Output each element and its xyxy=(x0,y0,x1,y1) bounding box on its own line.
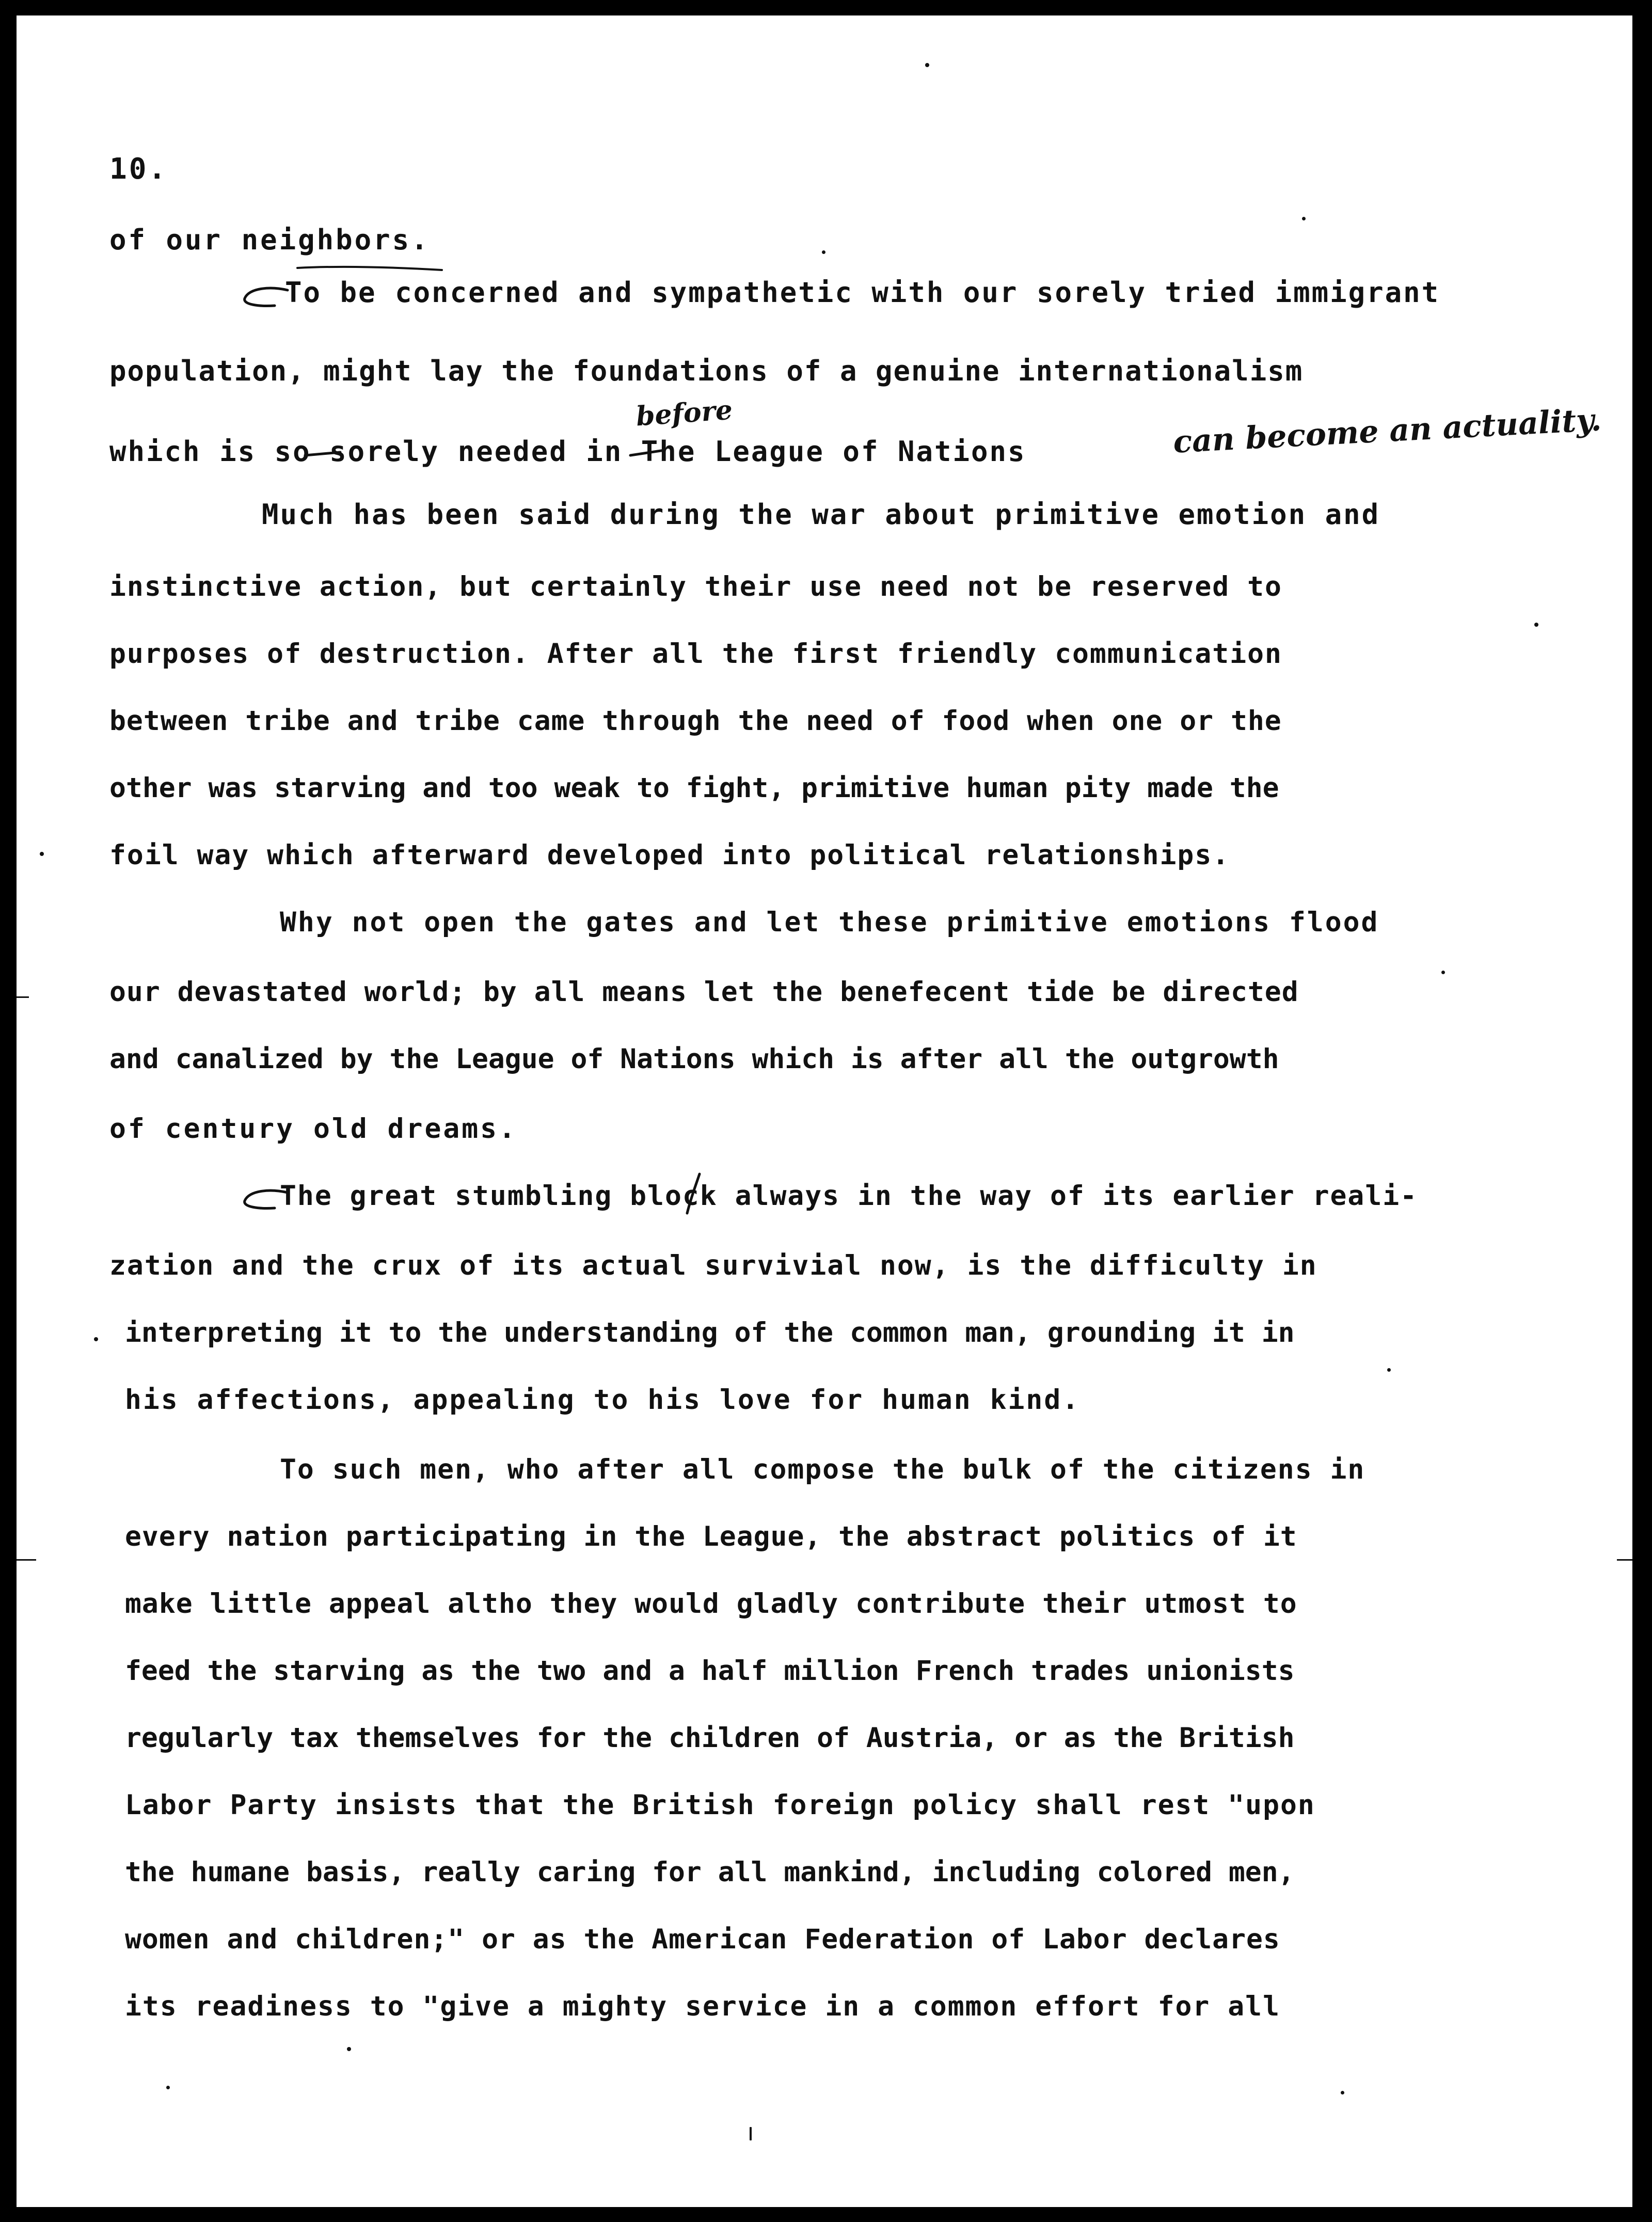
text-line: other was starving and too weak to fight, primitive human pity made the xyxy=(109,772,1279,804)
text-line: make little appeal altho they would gladly contribute their utmost to xyxy=(125,1588,1297,1620)
text-line: regularly tax themselves for the children of Austria, or as the British xyxy=(125,1722,1295,1754)
handwritten-insert: before xyxy=(635,394,734,433)
scan-artifact xyxy=(166,2086,170,2089)
page-number: 10. xyxy=(109,152,168,186)
text-line: purposes of destruction. After all the first friendly communication xyxy=(109,638,1282,670)
text-line: and canalized by the League of Nations which is after all the outgrowth xyxy=(109,1043,1279,1075)
text-line: every nation participating in the League, the abstract politics of it xyxy=(125,1521,1297,1552)
text-line: feed the starving as the two and a half million French trades unionists xyxy=(125,1655,1295,1687)
text-line: the humane basis, really caring for all mankind, including colored men, xyxy=(125,1856,1295,1888)
scan-artifact xyxy=(17,1559,36,1561)
scan-artifact xyxy=(94,1337,98,1341)
scan-artifact xyxy=(17,996,29,998)
text-line: its readiness to "give a mighty service in a common effort for all xyxy=(125,1991,1280,2022)
scan-artifact xyxy=(1341,2091,1344,2094)
text-line: Why not open the gates and let these primitive emotions flood xyxy=(280,907,1379,938)
text-line: foil way which afterward developed into political relationships. xyxy=(109,839,1230,871)
text-line: his affections, appealing to his love for human kind. xyxy=(125,1384,1081,1416)
scan-artifact xyxy=(1534,623,1538,627)
paragraph-mark-icon xyxy=(239,1186,295,1217)
text-line: of century old dreams. xyxy=(109,1113,517,1145)
scan-artifact xyxy=(40,852,44,856)
scan-artifact xyxy=(925,63,929,67)
text-line: Much has been said during the war about primitive emotion and xyxy=(262,498,1380,531)
handwritten-margin-note: can become an actuality. xyxy=(1172,402,1602,461)
text-line: To be concerned and sympathetic with our sorely tried immigrant xyxy=(285,276,1440,309)
text-line: population, might lay the foundations of a genuine internationalism xyxy=(109,355,1304,387)
underline-mark-icon xyxy=(295,261,445,276)
text-line: The great stumbling block always in the way of its earlier reali- xyxy=(280,1180,1418,1212)
text-line: Labor Party insists that the British foreign policy shall rest "upon xyxy=(125,1789,1315,1821)
typed-page xyxy=(17,15,1632,2207)
scan-artifact xyxy=(822,250,825,254)
text-line: our devastated world; by all means let the benefecent tide be directed xyxy=(109,976,1299,1008)
text-line: To such men, who after all compose the bulk of the citizens in xyxy=(280,1454,1365,1485)
scan-artifact xyxy=(1441,971,1445,974)
text-line: of our neighbors. xyxy=(109,224,430,256)
strikeout-mark-icon xyxy=(628,443,670,464)
paragraph-mark-icon xyxy=(239,284,295,315)
text-line: women and children;" or as the American Federation of Labor declares xyxy=(125,1924,1280,1955)
text-line: interpreting it to the understanding of the common man, grounding it in xyxy=(125,1317,1295,1348)
scanned-page xyxy=(17,15,1632,2207)
strikeout-mark-icon xyxy=(303,444,344,465)
text-line: which is so sorely needed in The League of Nations xyxy=(109,435,1026,468)
scan-artifact xyxy=(750,2127,752,2140)
scan-artifact xyxy=(1302,217,1306,220)
scan-artifact xyxy=(347,2047,351,2051)
scan-artifact xyxy=(1617,1559,1632,1561)
correction-mark-icon xyxy=(680,1171,711,1217)
text-line: zation and the crux of its actual survivial now, is the difficulty in xyxy=(109,1250,1317,1281)
scan-artifact xyxy=(1387,1368,1391,1372)
text-line: between tribe and tribe came through the need of food when one or the xyxy=(109,705,1282,737)
text-line: instinctive action, but certainly their use need not be reserved to xyxy=(109,571,1282,602)
